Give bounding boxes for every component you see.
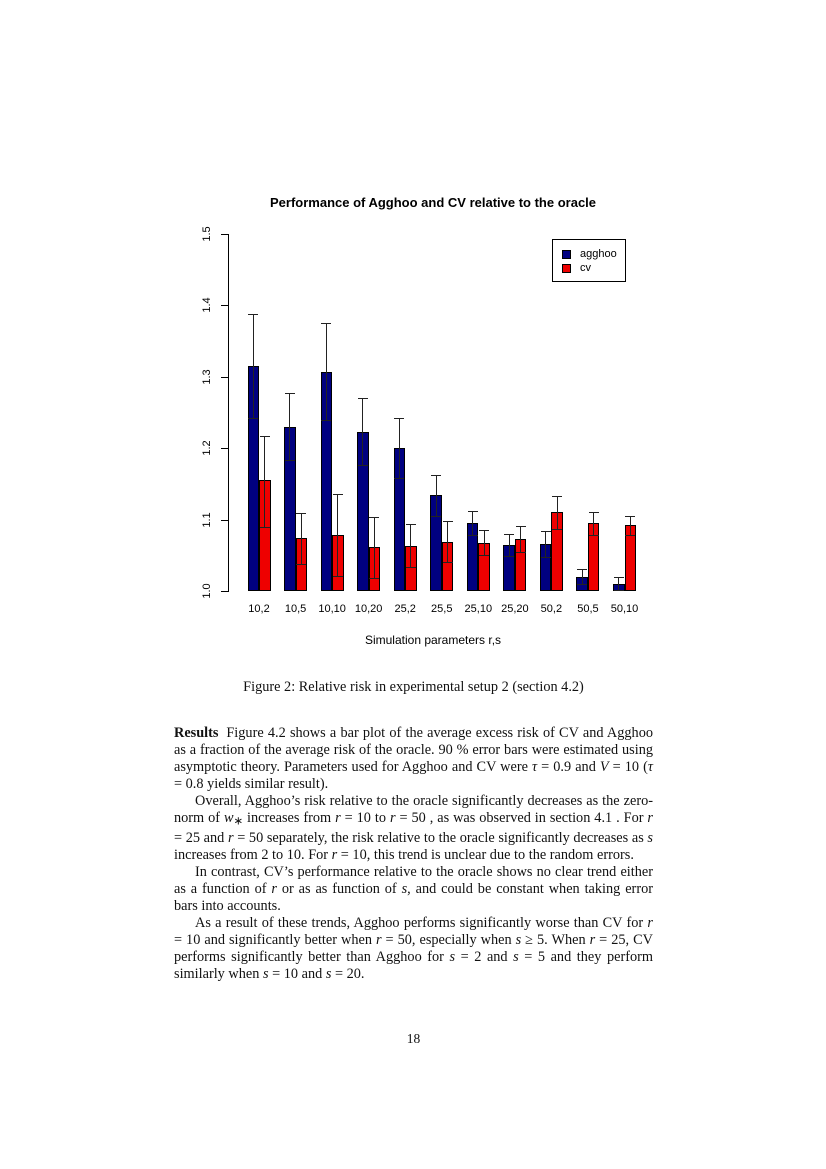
error-cap-low-cv-10,2 [260,527,270,528]
text-segment: In contrast, CV’s performance relative to the oracle shows no clear trend either as a function of [174,864,653,898]
x-axis-category-label: 10,20 [354,603,383,615]
y-axis-tick [221,520,228,521]
error-bar-cv-25,10 [484,530,485,555]
x-axis-category-label: 25,5 [431,603,453,615]
error-bar-cv-50,2 [557,496,558,529]
error-bar-cv-50,10 [630,516,631,535]
error-bar-agghoo-50,10 [618,577,619,589]
text-segment: = 5 and they perform similarly when [174,949,653,983]
error-cap-high-agghoo-50,2 [541,531,551,532]
text-segment: r [271,881,277,898]
x-axis-category-label: 50,5 [577,603,599,615]
x-axis-title: Simulation parameters r,s [364,633,502,647]
text-segment: ≥ 5. When [521,932,590,949]
paragraph-result-trends [174,915,653,983]
text-segment: = 10 to [340,810,390,826]
legend-swatch-agghoo [562,250,571,259]
text-segment: Overall, Agghoo’s risk relative to the oracle significantly decreases as the zero-norm of [174,793,653,826]
error-cap-high-agghoo-25,20 [504,534,514,535]
error-bar-agghoo-25,10 [472,511,473,535]
x-axis-category-label: 25,2 [394,603,416,615]
text-segment: = 2 and [455,949,514,966]
text-segment: s [647,830,653,847]
error-cap-low-agghoo-25,5 [431,516,441,517]
error-cap-low-agghoo-25,2 [394,478,404,479]
paragraph-contrast [174,864,653,915]
text-segment: = 25, CV performs significantly better than Agghoo for [174,932,653,966]
error-cap-low-cv-50,5 [589,535,599,536]
error-cap-low-cv-50,2 [552,529,562,530]
error-cap-high-cv-50,5 [589,512,599,513]
text-segment: s [449,949,456,966]
error-cap-low-cv-50,10 [625,535,635,536]
text-segment: r [647,810,653,826]
error-bar-cv-10,2 [264,436,265,527]
page-number: 18 [406,1031,421,1046]
text-segment: τ [647,759,654,775]
error-bar-cv-10,10 [337,494,338,576]
y-axis-tick-label: 1.2 [201,440,213,456]
error-bar-cv-10,5 [301,513,302,564]
text-segment: = 10 and significantly better when [174,932,376,949]
error-cap-low-agghoo-10,5 [285,460,295,461]
text-segment: r [647,915,653,932]
legend-label-cv: cv [580,262,591,274]
error-cap-high-agghoo-25,5 [431,475,441,476]
error-bar-agghoo-50,2 [545,531,546,557]
error-cap-high-cv-50,2 [552,496,562,497]
text-segment: V [599,759,609,775]
error-bar-agghoo-10,2 [253,314,254,418]
y-axis-tick [221,448,228,449]
y-axis-tick [221,377,228,378]
error-bar-agghoo-10,20 [362,398,363,465]
error-cap-low-agghoo-50,10 [614,590,624,591]
text-segment: = 10, this trend is unclear due to the random errors. [337,847,634,864]
paragraph-overall [174,793,653,864]
error-cap-high-cv-25,5 [443,521,453,522]
error-cap-high-cv-10,5 [296,513,306,514]
error-bar-cv-25,5 [447,521,448,562]
text-segment: = 0.8 yields similar result). [174,776,329,792]
text-segment: or as as function of [276,881,402,898]
text-segment: r [389,810,396,826]
error-cap-high-agghoo-10,20 [358,398,368,399]
text-segment: , and could be constant when taking error bars into accounts. [174,881,653,915]
text-segment: r [331,847,338,864]
text-segment: Results [174,725,219,741]
paragraph-results [174,725,653,793]
text-segment: = 50, especially when [381,932,516,949]
legend-item-agghoo [562,247,625,261]
text-segment: r [375,932,382,949]
error-cap-high-cv-10,10 [333,494,343,495]
y-axis-tick-label: 1.3 [201,369,213,385]
error-cap-low-cv-10,20 [369,578,379,579]
text-segment: ∗ [233,815,244,828]
text-segment: = 0.9 and [537,759,600,775]
text-segment: As a result of these trends, Agghoo performs significantly worse than CV for [195,915,648,932]
legend-item-cv [562,261,625,275]
x-axis-category-label: 10,5 [284,603,307,615]
error-cap-high-agghoo-10,2 [248,314,258,315]
y-axis-tick-label: 1.4 [201,297,213,314]
error-cap-low-agghoo-50,2 [541,557,551,558]
error-bar-cv-10,20 [374,517,375,578]
text-segment: = 10 ( [608,759,648,775]
y-axis-tick [221,234,228,235]
text-segment: = 50 , as was observed in section 4.1 . For [395,810,648,826]
error-cap-low-agghoo-50,5 [577,584,587,585]
text-segment: s [262,966,269,983]
error-cap-low-agghoo-25,20 [504,556,514,557]
text-segment: s [325,966,332,983]
text-segment: increases from 2 to 10. For [174,847,332,864]
x-axis-category-label: 10,2 [248,603,270,615]
text-segment: = 20. [331,966,365,983]
error-cap-high-agghoo-10,10 [321,323,331,324]
y-axis-line [228,234,229,592]
error-cap-low-agghoo-10,10 [321,420,331,421]
error-cap-high-agghoo-50,10 [614,577,624,578]
y-axis-tick-label: 1.1 [201,511,213,528]
error-cap-high-cv-10,2 [260,436,270,437]
text-segment: s [515,932,522,949]
body-text [174,725,653,983]
error-cap-low-cv-10,10 [333,576,343,577]
text-segment: s [401,881,408,898]
error-cap-high-agghoo-25,2 [394,418,404,419]
error-cap-low-cv-10,5 [296,564,306,565]
error-cap-low-cv-25,20 [516,552,526,553]
y-axis-tick-label: 1.5 [201,226,213,242]
y-axis-tick [221,305,228,306]
text-segment: = 25 and [174,830,228,847]
error-bar-agghoo-25,2 [399,418,400,478]
error-bar-agghoo-25,5 [436,475,437,516]
text-segment: Figure 4.2 shows a bar plot of the average excess risk of CV and Agghoo as a fraction of the average risk of the oracle. 90 % error bars were estimated using asymptotic theory. Parameters used for Agghoo and CV were [174,725,653,775]
x-axis-category-label: 25,10 [464,603,493,615]
chart-legend [552,239,626,282]
x-axis-category-label: 10,10 [318,603,346,615]
error-cap-high-cv-50,10 [625,516,635,517]
x-axis-category-label: 50,2 [540,603,563,615]
error-cap-high-cv-25,10 [479,530,489,531]
y-axis-tick [221,591,228,592]
error-cap-high-agghoo-25,10 [468,511,478,512]
text-segment: r [227,830,234,847]
error-cap-low-cv-25,5 [443,562,453,563]
text-segment: w [223,810,234,826]
error-bar-agghoo-10,10 [326,323,327,420]
error-cap-low-agghoo-25,10 [468,535,478,536]
text-segment: increases from [243,810,336,826]
text-segment: r [589,932,596,949]
text-segment: = 10 and [268,966,326,983]
error-cap-low-agghoo-10,20 [358,465,368,466]
error-cap-low-agghoo-10,2 [248,418,258,419]
x-axis-category-label: 25,20 [501,603,529,615]
error-cap-high-agghoo-50,5 [577,569,587,570]
error-bar-agghoo-25,20 [509,534,510,556]
error-bar-agghoo-10,5 [289,393,290,460]
error-cap-high-agghoo-10,5 [285,393,295,394]
y-axis-tick-label: 1.0 [201,583,213,599]
text-segment: = 50 separately, the risk relative to the oracle significantly decreases as [233,830,648,847]
x-axis-category-label: 50,10 [610,603,639,615]
error-cap-high-cv-25,20 [516,526,526,527]
legend-swatch-cv [562,264,571,273]
error-cap-high-cv-25,2 [406,524,416,525]
error-bar-cv-50,5 [593,512,594,534]
error-bar-agghoo-50,5 [582,569,583,584]
text-segment: s [513,949,519,966]
text-segment: r [335,810,341,826]
figure-caption: Figure 2: Relative risk in experimental setup 2 (section 4.2) [243,679,584,695]
error-cap-low-cv-25,2 [406,567,416,568]
error-bar-cv-25,2 [410,524,411,568]
error-cap-low-cv-25,10 [479,555,489,556]
text-segment: τ [532,759,538,775]
legend-label-agghoo: agghoo [580,248,617,260]
chart-title: Performance of Agghoo and CV relative to the oracle [269,195,597,210]
error-cap-high-cv-10,20 [369,517,379,518]
error-bar-cv-25,20 [520,526,521,552]
